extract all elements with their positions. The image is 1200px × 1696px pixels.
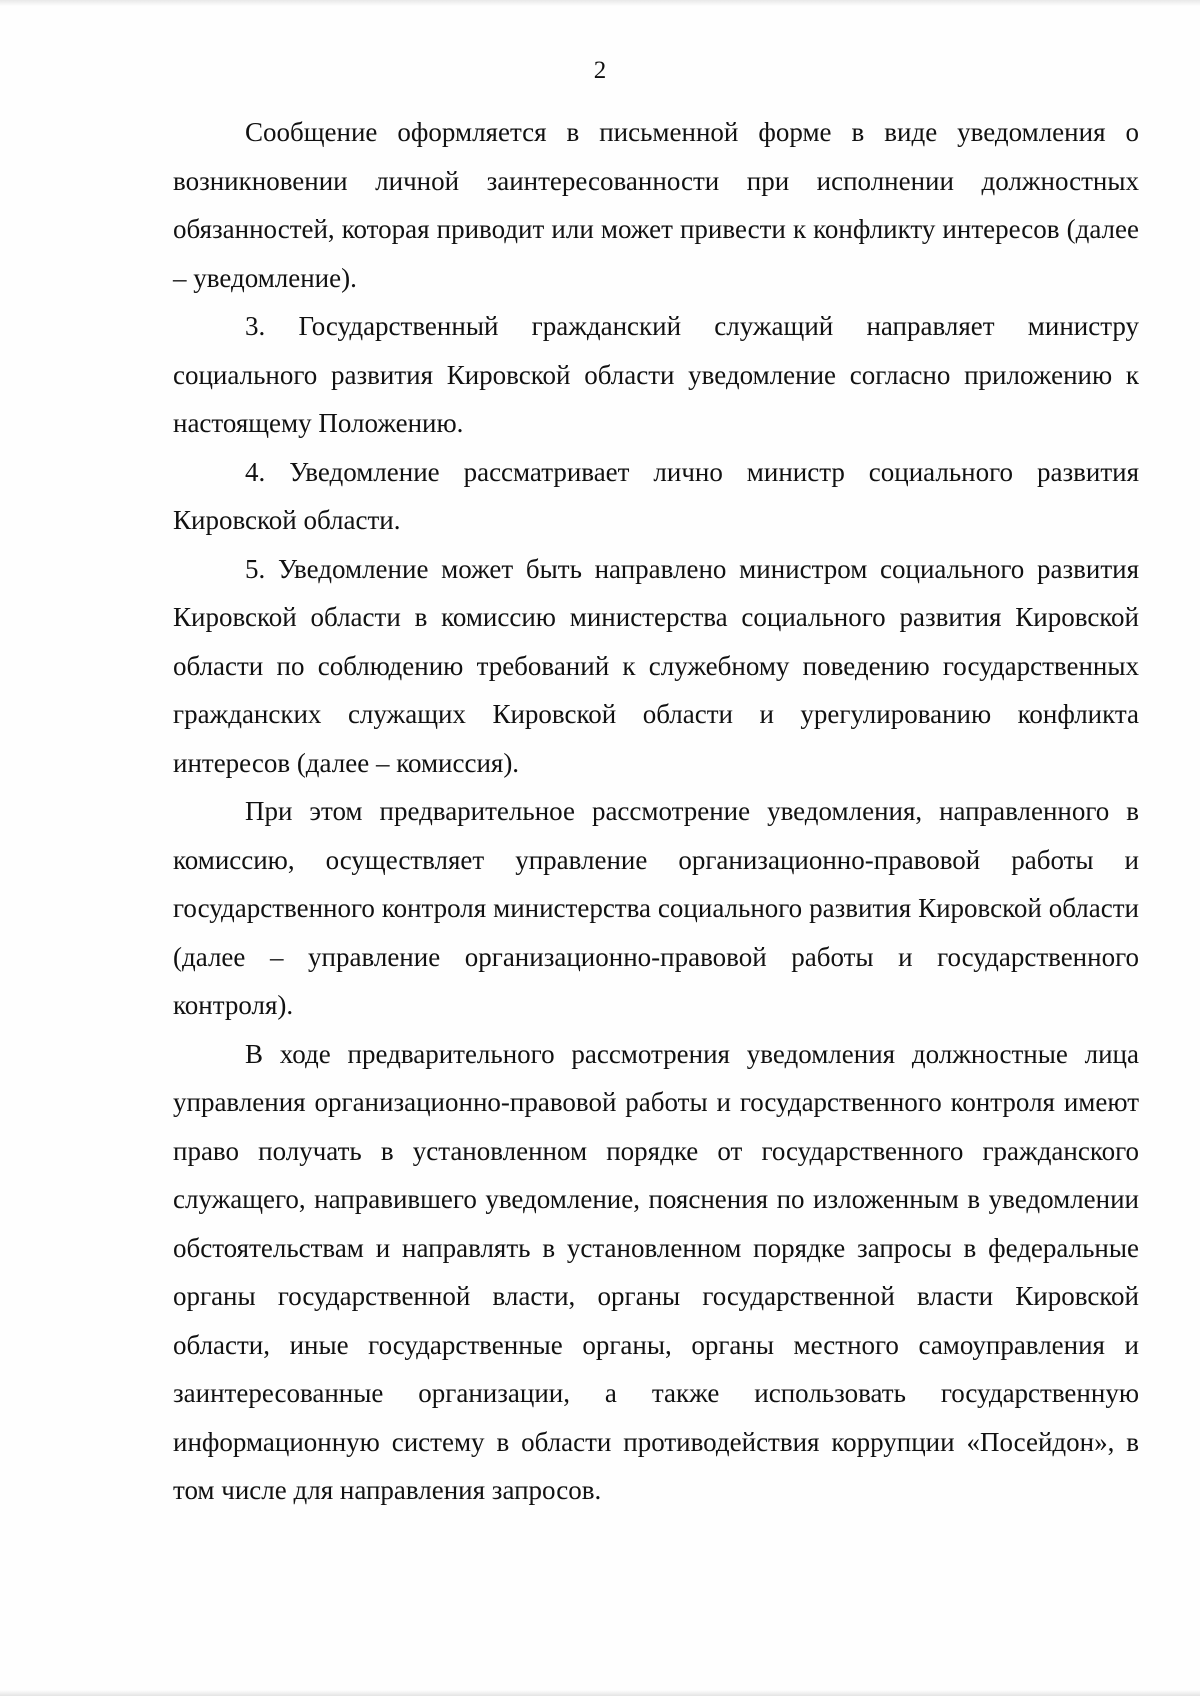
paragraph-review-rights: В ходе предварительного рассмотрения уведомления должностные лица управления организационно-правовой работы и государственного контроля имеют право получать в установленном порядке от государственного гражданского служащего, направившего уведомление, пояснения по изложенным в уведомлении обстоятельствам и направлять в установленном порядке запросы в федеральные органы государственной власти, органы государственной власти Кировской области, иные государственные органы, органы местного самоуправления и заинтересованные организации, а также использовать государственную информационную систему в области противодействия коррупции «Посейдон», в том числе для направления запросов. bbox=[173, 1038, 1139, 1505]
paragraph-item-4: 4. Уведомление рассматривает лично министр социального развития Кировской области. bbox=[173, 456, 1139, 535]
paragraph-notice-form: Сообщение оформляется в письменной форме в виде уведомления о возникновении личной заинтересованности при исполнении должностных обязанностей, которая приводит или может привести к конфликту интересов (далее – уведомление). bbox=[173, 117, 1139, 293]
paragraph-item-3: 3. Государственный гражданский служащий направляет министру социального развития Кировской области уведомление согласно приложению к настоящему Положению. bbox=[173, 311, 1139, 438]
document-body bbox=[173, 108, 1139, 1515]
scan-edge-top bbox=[0, 0, 1200, 6]
scan-edge-bottom bbox=[0, 1690, 1200, 1696]
paragraph-item-5: 5. Уведомление может быть направлено министром социального развития Кировской области в комиссию министерства социального развития Кировской области по соблюдению требований к служебному поведению государственных гражданских служащих Кировской области и урегулированию конфликта интересов (далее – комиссия). bbox=[173, 553, 1139, 778]
paragraph-preliminary-review: При этом предварительное рассмотрение уведомления, направленного в комиссию, осуществляет управление организационно-правовой работы и государственного контроля министерства социального развития Кировской области (далее – управление организационно-правовой работы и государственного контроля). bbox=[173, 796, 1139, 1020]
page-number: 2 bbox=[593, 57, 607, 84]
